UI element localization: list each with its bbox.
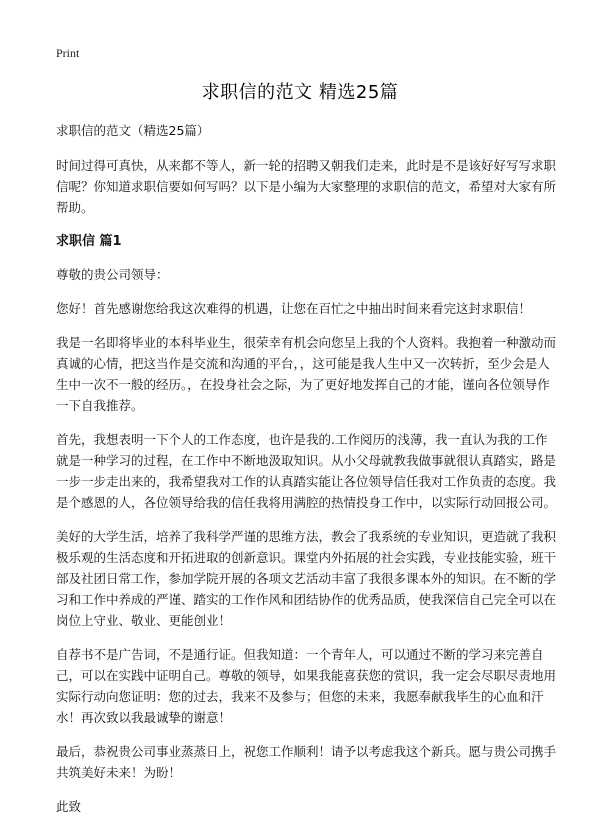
document-body	[56, 120, 556, 830]
body-paragraph: 美好的大学生活，培养了我科学严谨的思维方法，教会了我系统的专业知识，更造就了我积极乐观的生活态度和开拓进取的创新意识。课堂内外拓展的社会实践，专业技能实验，班干部及社团日常工作，参加学院开展的各项文艺活动丰富了我很多课本外的知识。在不断的学习和工作中养成的严谨、踏实的工作作风和团结协作的优秀品质，使我深信自己完全可以在岗位上守业、敬业、更能创业！	[56, 529, 557, 628]
document-title: 求职信的范文 精选25篇	[201, 82, 399, 103]
intro-paragraph: 时间过得可真快，从来都不等人，新一轮的招聘又朝我们走来，此时是不是该好好写写求职信呢？你知道求职信要如何写吗？以下是小编为大家整理的求职信的范文，希望对大家有所帮助。	[56, 158, 557, 215]
section-heading: 求职信 篇1	[56, 234, 122, 249]
body-paragraph: 自荐书不是广告词，不是通行证。但我知道：一个青年人，可以通过不断的学习来完善自己，可以在实践中证明自己。尊敬的领导，如果我能喜获您的赏识，我一定会尽职尽责地用实际行动向您证明：您的过去，我来不及参与；但您的未来，我愿奉献我毕生的心血和汗水！再次致以我最诚挚的谢意！	[56, 647, 557, 725]
body-paragraph: 我是一名即将毕业的本科毕业生，很荣幸有机会向您呈上我的个人资料。我抱着一种激动而真诚的心情，把这当作是交流和沟通的平台，，这可能是我人生中又一次转折，至少会是人生中一次不一般的经历。，在投身社会之际，为了更好地发挥自己的才能，谨向各位领导作一下自我推荐。	[56, 335, 557, 413]
body-paragraph: 您好！首先感谢您给我这次难得的机遇，让您在百忙之中抽出时间来看完这封求职信！	[56, 301, 532, 316]
document-subtitle: 求职信的范文（精选25篇）	[56, 123, 210, 138]
body-paragraph: 最后，恭祝贵公司事业蒸蒸日上，祝您工作顺利！请予以考虑我这个新兵。愿与贵公司携手共筑美好未来！为盼！	[56, 744, 557, 780]
closing-line: 此致	[56, 799, 82, 814]
print-link[interactable]: Print	[56, 46, 80, 60]
salutation: 尊敬的贵公司领导：	[56, 267, 169, 282]
body-paragraph: 首先，我想表明一下个人的工作态度，也许是我的.工作阅历的浅薄，我一直认为我的工作就是一种学习的过程，在工作中不断地汲取知识。从小父母就教我做事就很认真踏实，路是一步一步走出来的，我希望我对工作的认真踏实能让各位领导信任我对工作负责的态度。我是个感恩的人，各位领导给我的信任我将用满腔的热情投身工作中，以实际行动回报公司。	[56, 432, 557, 510]
